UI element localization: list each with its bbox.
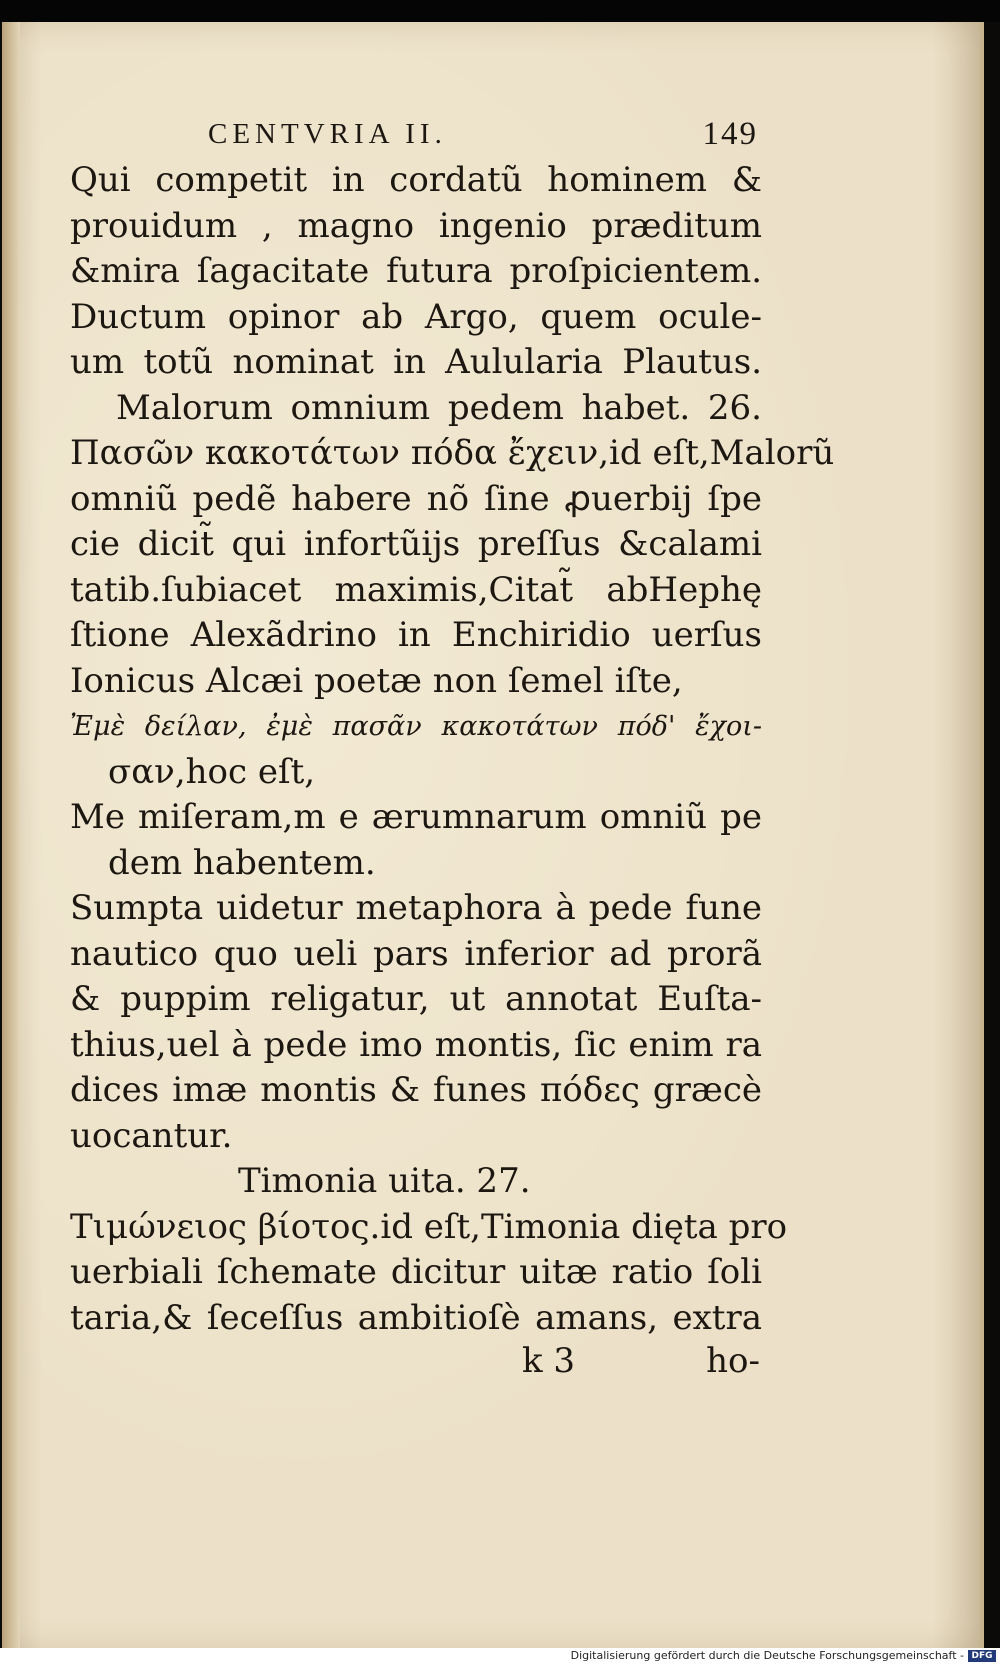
text-line: cie dicit̃ qui infortũijs preſſus &calami bbox=[70, 524, 762, 564]
page-gutter-edge bbox=[2, 22, 20, 1648]
book-page bbox=[2, 22, 984, 1648]
text-line: nautico quo ueli pars inferior ad prorã bbox=[70, 933, 762, 974]
digitization-credit-bar bbox=[0, 1648, 1000, 1664]
page-number: 149 bbox=[702, 116, 758, 152]
digitization-credit: Digitalisierung gefördert durch die Deutsche Forschungsgemeinschaft - bbox=[570, 1649, 964, 1662]
adage-heading-27: Timonia uita. 27. bbox=[238, 1161, 531, 1201]
text-line: Sumpta uidetur metaphora à pede fune bbox=[70, 888, 762, 928]
latin-verse-continuation: dem habentem. bbox=[108, 842, 376, 883]
text-line: & puppim religatur, ut annotat Euſta- bbox=[70, 979, 762, 1019]
adage-heading-26: Malorum omnium pedem habet. 26. bbox=[116, 387, 762, 428]
text-line: Ionicus Alcæi poetæ non ſemel iſte, bbox=[70, 660, 683, 701]
text-line: Qui competit in cordatũ hominem & bbox=[70, 160, 762, 200]
scan-top-border bbox=[0, 0, 1000, 22]
text-line: thius,uel à pede imo montis, ſic enim ra bbox=[70, 1024, 762, 1065]
page-text-block bbox=[70, 110, 835, 1387]
text-line: ſtione Alexãdrino in Enchiridio uerſus bbox=[70, 615, 762, 655]
text-line: dices imæ montis & funes πόδες græcè bbox=[70, 1070, 762, 1110]
running-title: CENTVRIA II. bbox=[208, 118, 447, 150]
text-line: Ductum opinor ab Argo, quem ocule- bbox=[70, 296, 762, 337]
text-line: tatib.ſubiacet maximis,Citat̃ abHephę bbox=[70, 569, 762, 610]
text-line: um totũ nominat in Aulularia Plautus. bbox=[70, 342, 762, 382]
text-line: uocantur. bbox=[70, 1115, 233, 1156]
signature-mark: k 3 bbox=[522, 1341, 576, 1381]
text-line: prouidum , magno ingenio præditum bbox=[70, 205, 762, 246]
page-header bbox=[70, 110, 762, 158]
catchword: ho- bbox=[706, 1341, 760, 1381]
text-line-greek: Πασῶν κακοτάτων πόδα ἔχειν,id eſt,Malorũ bbox=[70, 433, 835, 473]
text-line: taria,& ſeceſſus ambitioſè amans, extra bbox=[70, 1297, 762, 1338]
greek-verse-line: Ἐμὲ δείλαν, ἐμὲ πασᾶν κακοτάτων πόδ' ἔχοι- bbox=[70, 711, 762, 742]
latin-verse-line: Me miſeram,m e ærumnarum omniũ pe bbox=[70, 797, 762, 837]
dfg-logo-icon: DFG bbox=[968, 1650, 996, 1662]
text-line: uerbiali ſchemate dicitur uitæ ratio ſoli bbox=[70, 1252, 762, 1292]
text-line-greek: Τιμώνειος βίοτος.id eſt,Timonia dięta pro bbox=[70, 1206, 788, 1247]
text-line: &mira ſagacitate futura proſpicientem. bbox=[70, 251, 762, 291]
text-line: omniũ pedẽ habere nõ ſine ꝓuerbij ſpe bbox=[70, 478, 762, 519]
greek-verse-continuation: σαν,hoc eſt, bbox=[108, 751, 316, 792]
page-footer-line bbox=[70, 1341, 762, 1387]
